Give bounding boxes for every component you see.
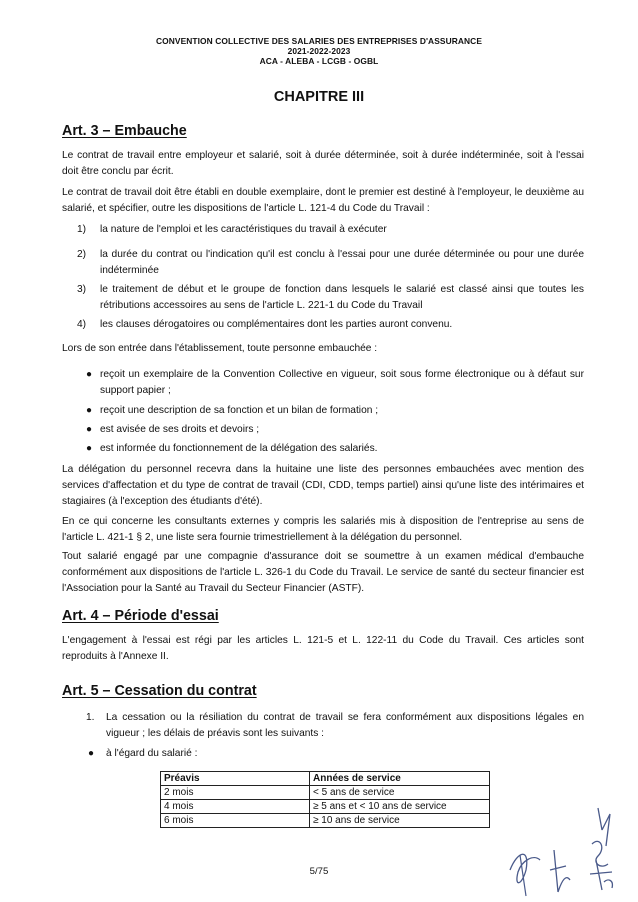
list-number: 4)	[77, 319, 87, 330]
bullet-icon: ●	[86, 369, 93, 380]
art5-bullet-employee: à l'égard du salarié :	[106, 748, 198, 759]
page-number: 5/75	[309, 866, 329, 877]
list-item: la durée du contrat ou l'indication qu'il est conclu à l'essai pour une durée déterminée ou pour une durée indéterminée	[100, 249, 584, 276]
table-cell: ≥ 5 ans et < 10 ans de service	[310, 800, 490, 814]
bullet-icon: ●	[86, 443, 93, 454]
header-title: CONVENTION COLLECTIVE DES SALARIES DES ENTREPRISES D'ASSURANCE	[155, 36, 483, 46]
art4-paragraph-1: L'engagement à l'essai est régi par les articles L. 121-5 et L. 122-11 du Code du Travail. Ces articles sont reproduits à l'Annexe II.	[62, 635, 584, 662]
table-cell: 2 mois	[161, 786, 310, 800]
art3-paragraph-1: Le contrat de travail entre employeur et salarié, soit à durée déterminée, soit à durée indéterminée, soit à l'essai doit être conclu par écrit.	[62, 150, 584, 177]
art3-paragraph-6: Tout salarié engagé par une compagnie d'assurance doit se soumettre à un examen médical d'embauche conformément aux dispositions de l'article L. 326-1 du Code du Travail. Le service de santé du secteur financier est l'Association pour la Santé au Travail du Secteur Financier (ASTF).	[62, 551, 584, 594]
table-header: Années de service	[310, 772, 490, 786]
art5-heading: Art. 5 – Cessation du contrat	[62, 683, 257, 699]
header-parties: ACA - ALEBA - LCGB - OGBL	[259, 56, 379, 66]
list-number: 2)	[77, 249, 87, 260]
bullet-item: reçoit un exemplaire de la Convention Collective en vigueur, soit sous forme électronique ou à défaut sur support papier ;	[100, 369, 584, 396]
table-header: Préavis	[161, 772, 310, 786]
table-row	[161, 800, 490, 814]
list-item: le traitement de début et le groupe de fonction dans lesquels le salarié est classé ainsi que toutes les rétributions accessoires au sens de l'article L. 221-1 du Code du Travail	[100, 284, 584, 311]
art3-paragraph-4: La délégation du personnel recevra dans la huitaine une liste des personnes embauchées avec mention des services d'affectation et du type de contrat de travail (CDI, CDD, temps partiel) ainsi qu'une liste des intérimaires et stagiaires (à l'exception des étudiants d'été).	[62, 464, 584, 507]
header-years: 2021-2022-2023	[287, 46, 351, 56]
list-item: la nature de l'emploi et les caractéristiques du travail à exécuter	[100, 224, 387, 235]
art3-paragraph-2: Le contrat de travail doit être établi en double exemplaire, dont le premier est destiné à l'employeur, le deuxième au salarié, et spécifier, outre les dispositions de l'article L. 121-4 du Code du Travail :	[62, 187, 584, 214]
table-cell: ≥ 10 ans de service	[310, 814, 490, 828]
list-number: 1)	[77, 224, 87, 235]
art3-paragraph-3: Lors de son entrée dans l'établissement, toute personne embauchée :	[62, 343, 378, 354]
list-number: 1.	[86, 712, 95, 723]
table-cell: < 5 ans de service	[310, 786, 490, 800]
bullet-item: est avisée de ses droits et devoirs ;	[100, 424, 260, 435]
notice-period-table	[160, 771, 490, 828]
table-row	[161, 786, 490, 800]
signature-mark	[500, 830, 630, 900]
list-item: les clauses dérogatoires ou complémentaires dont les parties auront convenu.	[100, 319, 453, 330]
art3-paragraph-5: En ce qui concerne les consultants externes y compris les salariés mis à disposition de l'entreprise au sens de l'article L. 421-1 § 2, une liste sera fournie trimestriellement à la délégation du personnel.	[62, 516, 584, 543]
bullet-item: est informée du fonctionnement de la délégation des salariés.	[100, 443, 378, 454]
table-header-row	[161, 772, 490, 786]
art5-item-1: La cessation ou la résiliation du contrat de travail se fera conformément aux dispositions légales en vigueur ; les délais de préavis sont les suivants :	[106, 712, 584, 739]
chapter-title: CHAPITRE III	[273, 89, 365, 105]
art4-heading: Art. 4 – Période d'essai	[62, 608, 219, 624]
bullet-item: reçoit une description de sa fonction et un bilan de formation ;	[100, 405, 379, 416]
table-row	[161, 814, 490, 828]
bullet-icon: ●	[88, 748, 95, 759]
art3-heading: Art. 3 – Embauche	[62, 123, 187, 139]
bullet-icon: ●	[86, 424, 93, 435]
bullet-icon: ●	[86, 405, 93, 416]
list-number: 3)	[77, 284, 87, 295]
table-cell: 6 mois	[161, 814, 310, 828]
table-cell: 4 mois	[161, 800, 310, 814]
